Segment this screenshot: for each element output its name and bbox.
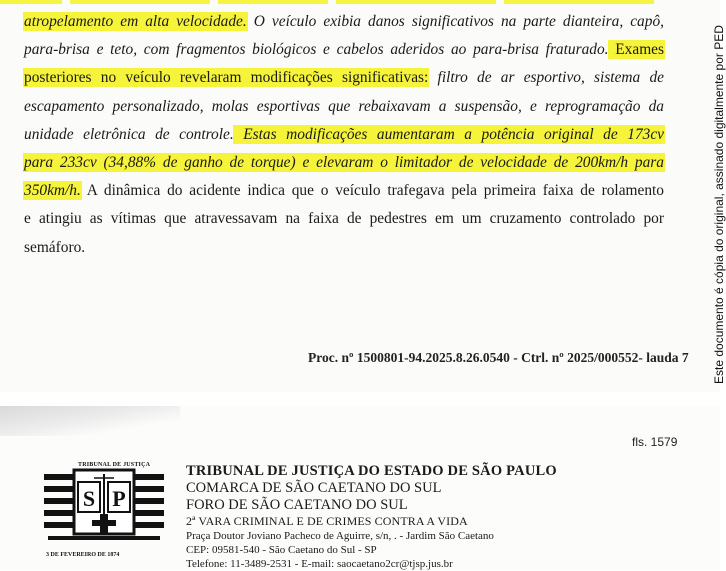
emblem-bottom-label: 3 DE FEVEREIRO DE 1874 — [46, 552, 120, 558]
text-segment: para-brisa e teto, com fragmentos biológicos e cabelos aderidos ao para-brisa fraturado. — [24, 41, 609, 59]
vara-name: 2ª VARA CRIMINAL E DE CRIMES CONTRA A VIDA — [186, 514, 468, 528]
folio-number: fls. 1579 — [632, 435, 678, 449]
text-line — [24, 205, 664, 233]
emblem-letter-s: S — [82, 486, 96, 511]
text-line — [24, 121, 664, 149]
digital-signature-note: Este documento é cópia do original, assinado digitalmente por PED — [712, 25, 726, 384]
court-contact: Telefone: 11-3489-2531 - E-mail: saocaetano2cr@tjsp.jus.br — [186, 558, 453, 570]
cut-off-highlighted-line — [0, 0, 700, 4]
highlighted-text-segment: Exames — [608, 41, 664, 59]
text-line — [24, 177, 664, 205]
foro-name: FORO DE SÃO CAETANO DO SUL — [186, 497, 408, 513]
text-line — [24, 234, 664, 262]
page-gap — [0, 392, 720, 406]
text-segment: O veículo exibia danos significativos na parte dianteira, capô, — [246, 13, 664, 30]
document-page-lower — [0, 406, 720, 570]
text-segment: filtro de ar esportivo, sistema de — [428, 69, 664, 87]
text-segment: unidade eletrônica de controle. — [24, 125, 234, 143]
side-margin — [690, 0, 726, 392]
court-address: Praça Doutor Joviano Pacheco de Aguirre, s/n, . - Jardim São Caetano — [186, 530, 494, 542]
text-segment: semáforo. — [24, 238, 86, 256]
court-coat-of-arms-icon — [44, 470, 164, 550]
highlighted-text-segment: Estas modificações aumentaram a potência original de 173cv — [233, 125, 664, 143]
text-line — [24, 93, 664, 121]
comarca-name: COMARCA DE SÃO CAETANO DO SUL — [186, 480, 442, 496]
highlighted-text-segment: 350km/h. — [24, 182, 81, 200]
court-letterhead — [186, 463, 557, 571]
text-line — [24, 149, 664, 177]
text-segment: escapamento personalizado, molas esportivas que rebaixavam a suspensão, e reprogramação da — [24, 97, 664, 115]
court-cep: CEP: 09581-540 - São Caetano do Sul - SP — [186, 544, 377, 556]
court-name: TRIBUNAL DE JUSTIÇA DO ESTADO DE SÃO PAULO — [186, 463, 557, 479]
highlighted-text-segment: atropelamento em alta velocidade. — [24, 13, 247, 30]
text-segment: e atingiu as vítimas que atravessavam na faixa de pedestres em um cruzamento controlado por — [24, 210, 664, 228]
document-body-text — [24, 8, 664, 262]
text-line — [24, 36, 664, 64]
highlighted-text-segment: para 233cv (34,88% de ganho de torque) e elevaram o limitador de velocidade de 200km/h para — [24, 154, 664, 172]
text-line — [24, 64, 664, 92]
page-fold-shadow — [0, 406, 180, 436]
text-segment: A dinâmica do acidente indica que o veículo trafegava pela primeira faixa de rolamento — [80, 182, 664, 200]
emblem-letter-p: P — [112, 486, 126, 511]
text-line — [24, 8, 664, 36]
highlighted-text-segment: posteriores no veículo revelaram modificações significativas: — [24, 69, 429, 87]
process-reference: Proc. nº 1500801-94.2025.8.26.0540 - Ctrl. nº 2025/000552- lauda 7 — [308, 350, 689, 365]
emblem-top-label: TRIBUNAL DE JUSTIÇA — [78, 462, 151, 468]
